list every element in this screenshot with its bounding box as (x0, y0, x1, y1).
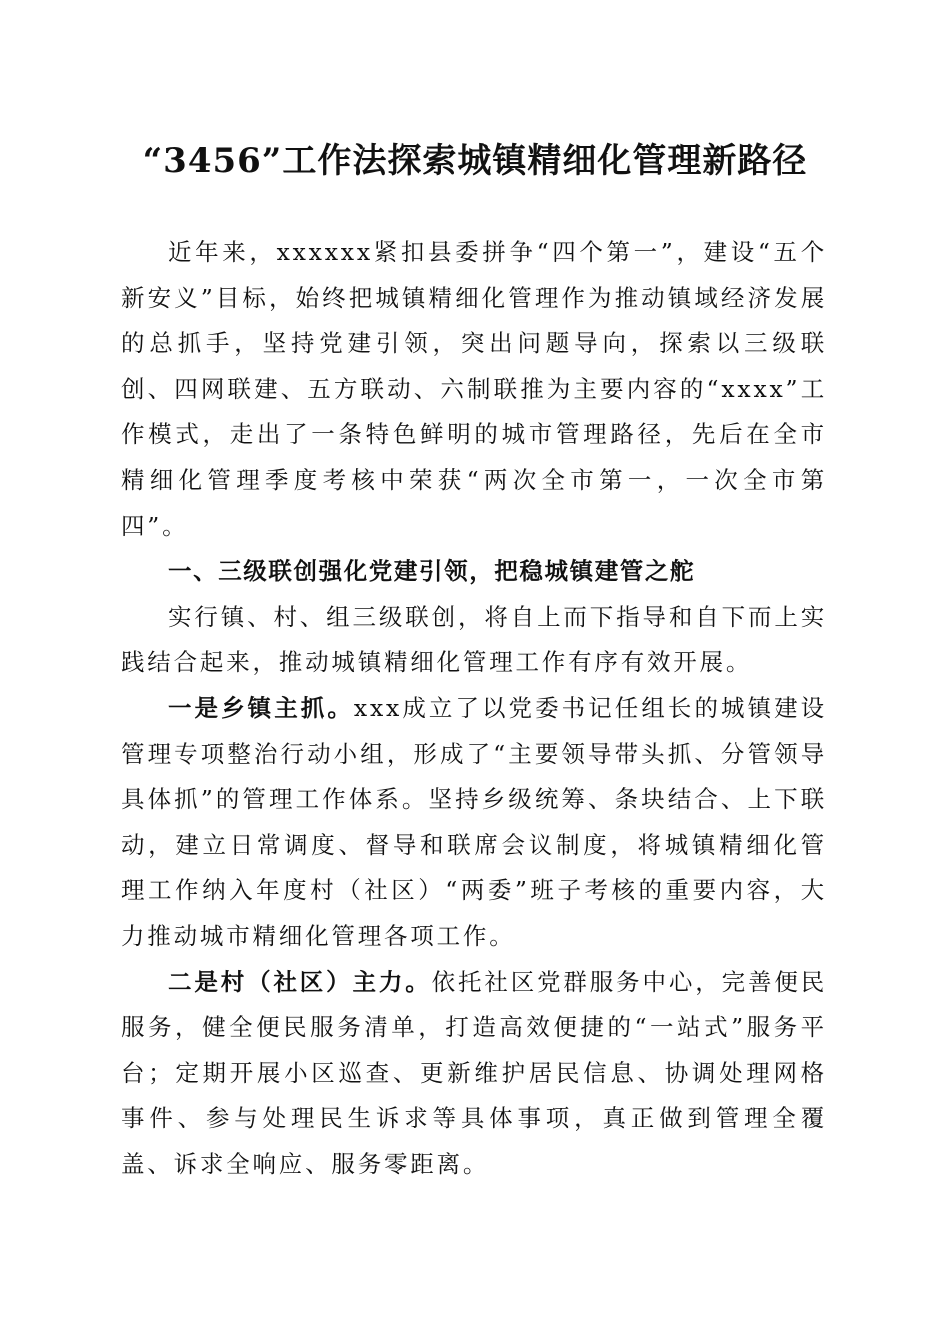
section-heading-1: 一、三级联创强化党建引领，把稳城镇建管之舵 (168, 557, 696, 586)
paragraph-lead-label: 一是乡镇主抓。 (168, 693, 354, 722)
community-main-force-paragraph (121, 960, 827, 1188)
paragraph-text: 依托社区党群服务中心，完善便民服务，健全便民服务清单，打造高效便捷的“一站式”服务平台；定期开展小区巡查、更新维护居民信息、协调处理网格事件、参与处理民生诉求等具体事项，真正做到管理全覆盖、诉求全响应、服务零距离。 (121, 967, 827, 1178)
township-lead-paragraph (121, 686, 827, 960)
document-body (121, 230, 827, 1187)
section-1-intro-paragraph: 实行镇、村、组三级联创，将自上而下指导和自下而上实践结合起来，推动城镇精细化管理工作有序有效开展。 (121, 602, 827, 677)
document-title: “3456”工作法探索城镇精细化管理新路径 (142, 141, 808, 181)
intro-paragraph: 近年来，xxxxxx紧扣县委拼争“四个第一”，建设“五个新安义”目标，始终把城镇精细化管理作为推动镇域经济发展的总抓手，坚持党建引领，突出问题导向，探索以三级联创、四网联建、五方联动、六制联推为主要内容的“xxxx”工作模式，走出了一条特色鲜明的城市管理路径，先后在全市精细化管理季度考核中荣获“两次全市第一，一次全市第四”。 (121, 238, 827, 540)
paragraph-lead-label: 二是村（社区）主力。 (168, 967, 432, 996)
paragraph-text: xxx成立了以党委书记任组长的城镇建设管理专项整治行动小组，形成了“主要领导带头抓、分管领导具体抓”的管理工作体系。坚持乡级统筹、条块结合、上下联动，建立日常调度、督导和联席会议制度，将城镇精细化管理工作纳入年度村（社区）“两委”班子考核的重要内容，大力推动城市精细化管理各项工作。 (121, 693, 827, 950)
